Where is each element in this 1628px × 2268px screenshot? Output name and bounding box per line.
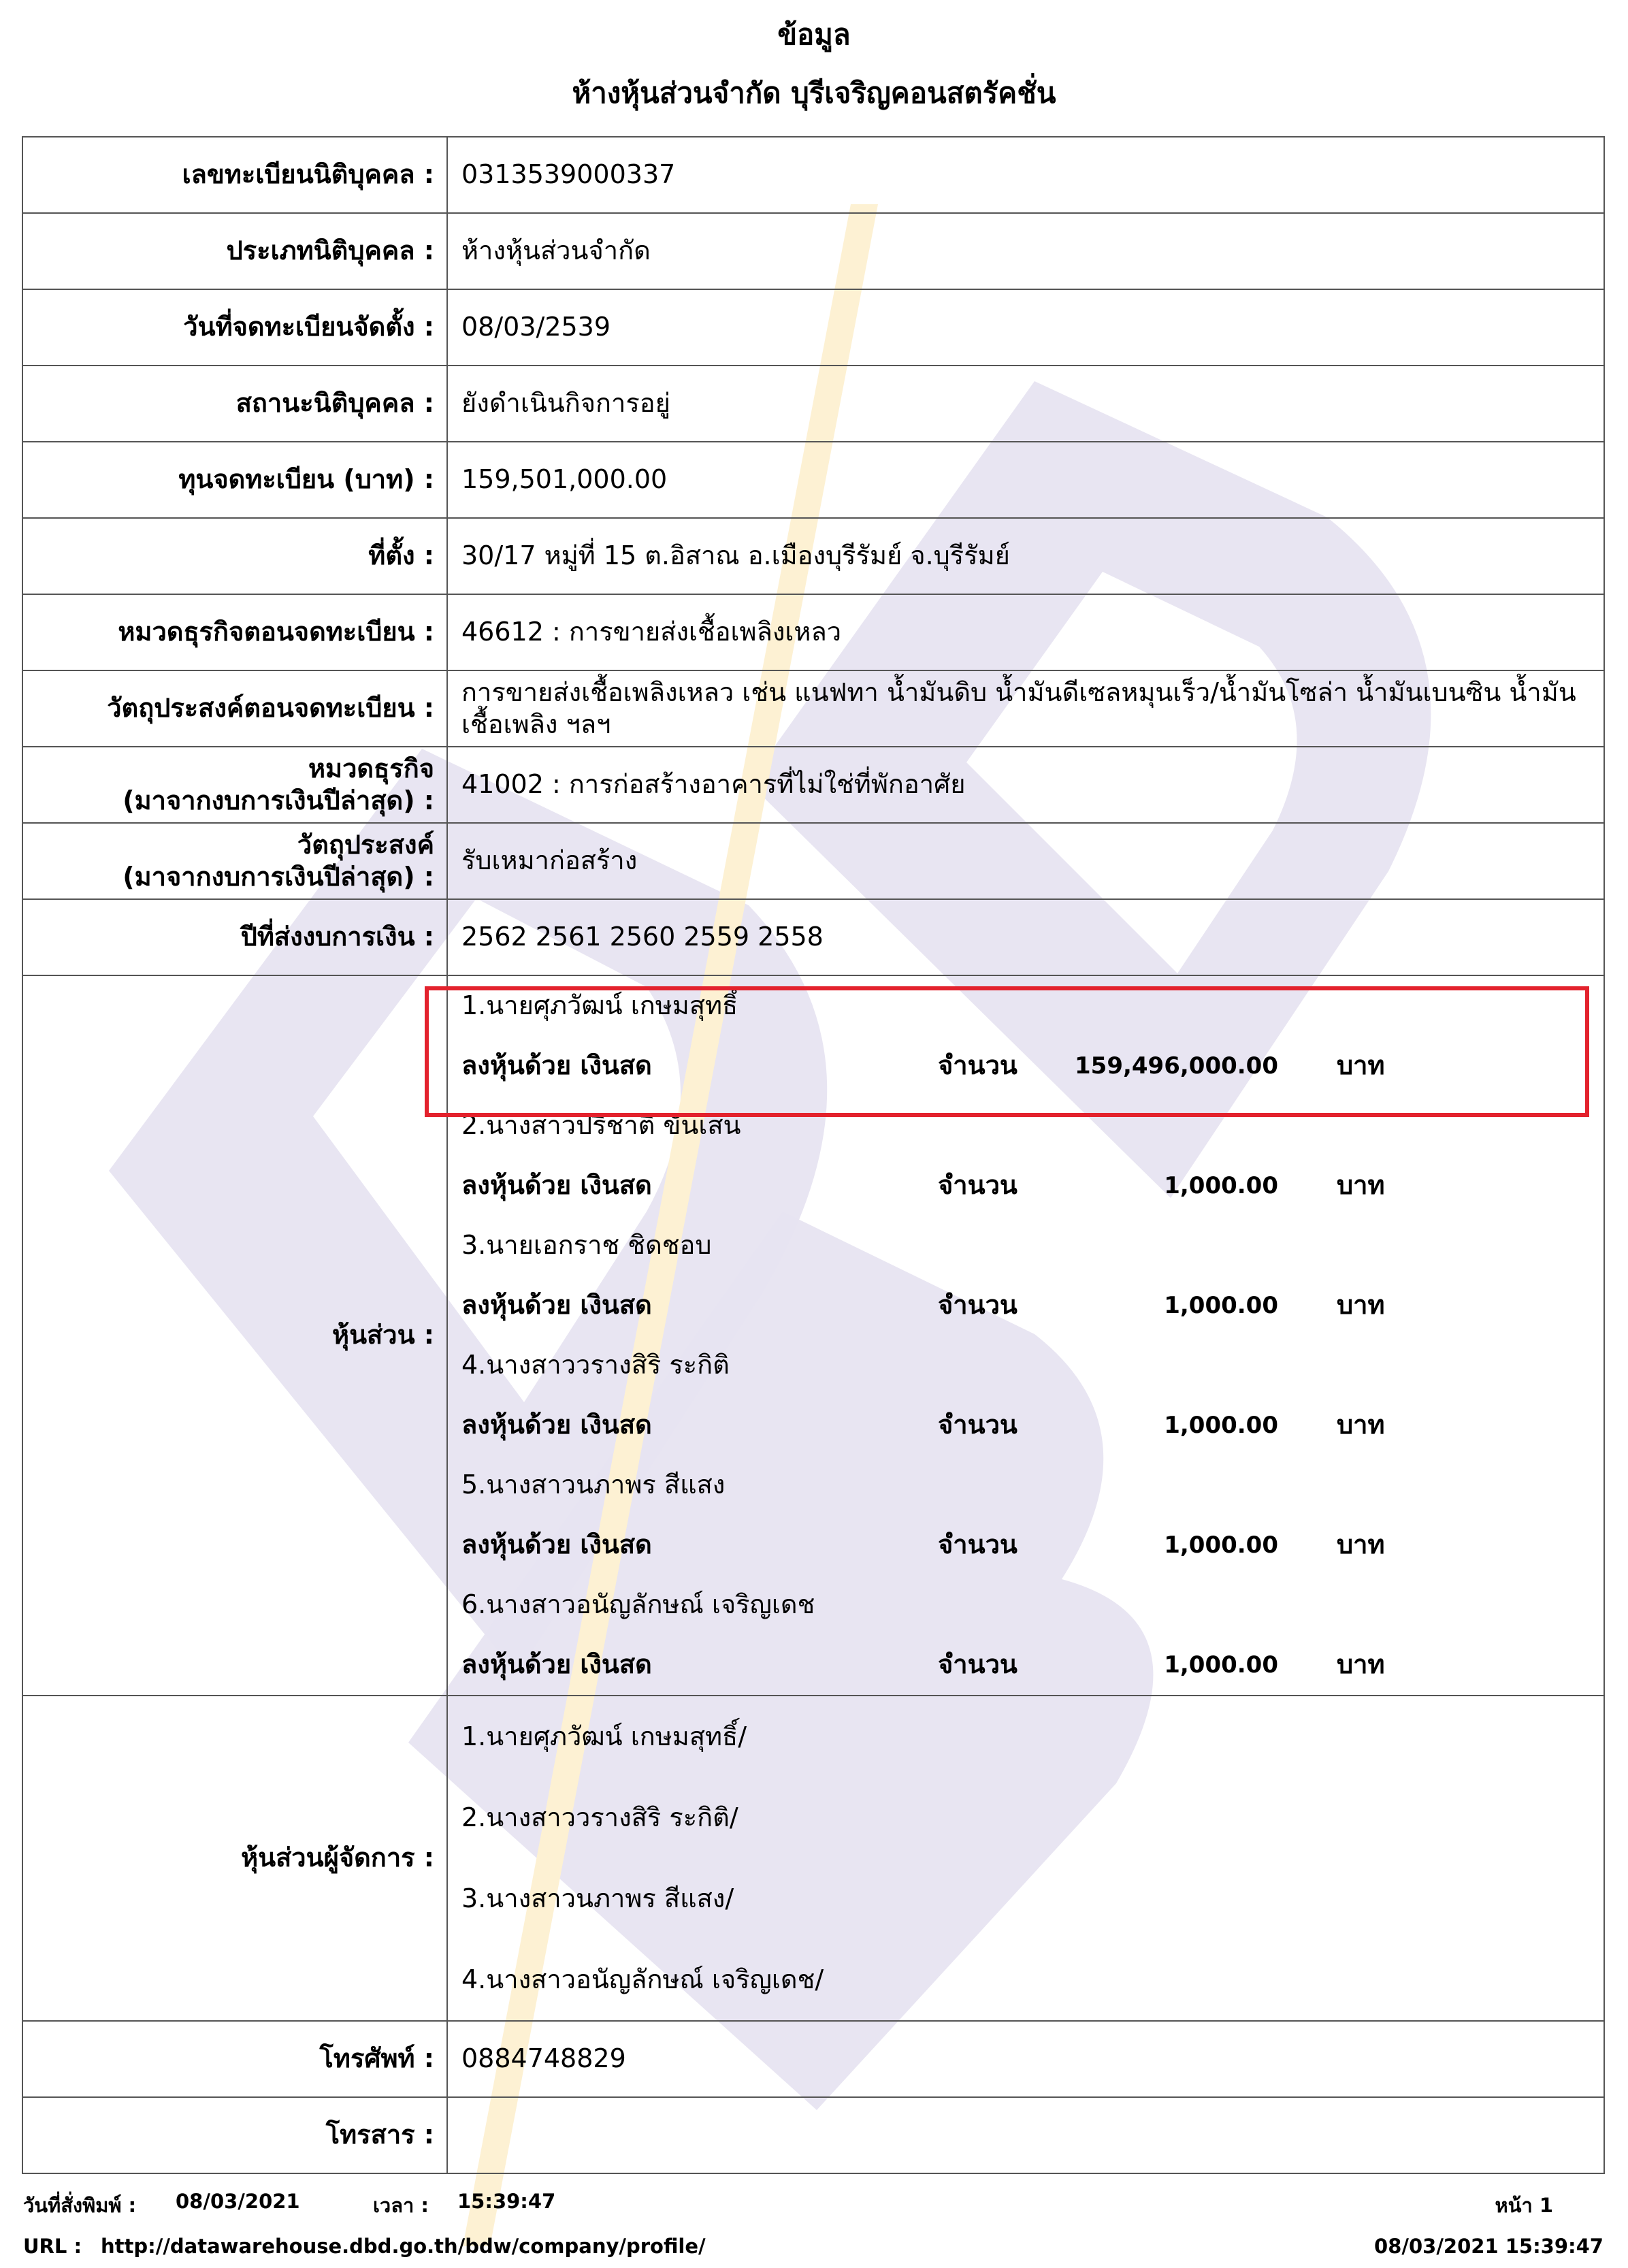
partner-share-line	[461, 1156, 1590, 1216]
share-type-label: ลงหุ้นด้วย เงินสด	[461, 1170, 652, 1201]
share-amount: 1,000.00	[1164, 1291, 1278, 1319]
share-type-label: ลงหุ้นด้วย เงินสด	[461, 1290, 652, 1321]
share-amount: 1,000.00	[1164, 1171, 1278, 1199]
currency-unit: บาท	[1337, 1290, 1385, 1321]
amount-label: จำนวน	[938, 1290, 1018, 1321]
value-financial-statement-years: 2562 2561 2560 2559 2558	[447, 899, 1604, 975]
row-address	[22, 518, 1604, 594]
row-entity-type	[22, 213, 1604, 289]
managing-partner-item: 1.นายศุภวัฒน์ เกษมสุทธิ์/	[461, 1721, 747, 1751]
row-managing-partners	[22, 1696, 1604, 2021]
label-latest-objective	[22, 823, 447, 899]
partner-name: 3.นายเอกราช ชิดชอบ	[461, 1230, 712, 1261]
label-registered-capital: ทุนจดทะเบียน (บาท) :	[22, 442, 447, 518]
amount-label: จำนวน	[938, 1529, 1018, 1560]
partner-name: 1.นายศุภวัฒน์ เกษมสุทธิ์	[461, 990, 738, 1021]
partner-item	[461, 1335, 1590, 1455]
amount-label: จำนวน	[938, 1170, 1018, 1201]
row-status	[22, 366, 1604, 442]
row-latest-objective	[22, 823, 1604, 899]
value-registered-objective: การขายส่งเชื้อเพลิงเหลว เช่น แนฟทา น้ำมันดิบ น้ำมันดีเซลหมุนเร็ว/น้ำมันโซล่า น้ำมันเบนซิน น้ำมันเชื้อเพลิง ฯลฯ	[447, 670, 1604, 747]
row-registered-objective	[22, 670, 1604, 747]
share-amount: 1,000.00	[1164, 1531, 1278, 1559]
label-registration-date: วันที่จดทะเบียนจัดตั้ง :	[22, 289, 447, 366]
value-phone: 0884748829	[447, 2021, 1604, 2097]
share-amount: 159,496,000.00	[1075, 1052, 1278, 1080]
print-timestamp: 08/03/2021 15:39:47	[1374, 2235, 1603, 2258]
row-phone	[22, 2021, 1604, 2097]
managing-partner-item: 2.นางสาววรางสิริ ระกิติ/	[461, 1802, 738, 1832]
page-title: ข้อมูล	[777, 18, 851, 51]
label-line-1: หมวดธุรกิจ	[308, 753, 434, 783]
share-amount: 1,000.00	[1164, 1411, 1278, 1439]
value-latest-business-category: 41002 : การก่อสร้างอาคารที่ไม่ใช่ที่พักอาศัย	[447, 747, 1604, 823]
url-label: URL :	[23, 2235, 82, 2258]
partner-name: 2.นางสาวปริชาติ ขันเสน	[461, 1110, 741, 1141]
value-fax	[447, 2097, 1604, 2173]
label-line-2: (มาจากงบการเงินปีล่าสุด) :	[123, 785, 434, 815]
label-line-1: วัตถุประสงค์	[297, 829, 434, 860]
amount-label: จำนวน	[938, 1410, 1018, 1440]
partner-item	[461, 1216, 1590, 1335]
highlight-box	[425, 986, 1589, 1117]
company-name: ห้างหุ้นส่วนจำกัด บุรีเจริญคอนสตรัคชั่น	[572, 76, 1056, 110]
row-registered-capital	[22, 442, 1604, 518]
value-registered-business-category: 46612 : การขายส่งเชื้อเพลิงเหลว	[447, 594, 1604, 670]
print-date-label: วันที่สั่งพิมพ์ :	[23, 2194, 137, 2217]
label-latest-business-category	[22, 747, 447, 823]
value-status: ยังดำเนินกิจการอยู่	[447, 366, 1604, 442]
value-registration-number: 0313539000337	[447, 137, 1604, 213]
partner-item	[461, 1455, 1590, 1575]
row-registration-number	[22, 137, 1604, 213]
partner-name: 4.นางสาววรางสิริ ระกิติ	[461, 1350, 730, 1380]
partner-item	[461, 1575, 1590, 1695]
managing-partner-item: 3.นางสาวนภาพร สีแสง/	[461, 1883, 734, 1913]
partner-share-line	[461, 1276, 1590, 1335]
label-line-2: (มาจากงบการเงินปีล่าสุด) :	[123, 862, 434, 892]
value-entity-type: ห้างหุ้นส่วนจำกัด	[447, 213, 1604, 289]
currency-unit: บาท	[1337, 1649, 1385, 1680]
share-type-label: ลงหุ้นด้วย เงินสด	[461, 1529, 652, 1560]
share-type-label: ลงหุ้นด้วย เงินสด	[461, 1410, 652, 1440]
managing-partners-list	[447, 1696, 1604, 2021]
print-time-label: เวลา :	[373, 2194, 429, 2217]
partner-share-line	[461, 1515, 1590, 1575]
value-latest-objective: รับเหมาก่อสร้าง	[447, 823, 1604, 899]
print-date: 08/03/2021	[176, 2190, 300, 2213]
share-amount: 1,000.00	[1164, 1651, 1278, 1679]
managing-partner-item: 4.นางสาวอนัญลักษณ์ เจริญเดช/	[461, 1964, 824, 1994]
label-registered-objective: วัตถุประสงค์ตอนจดทะเบียน :	[22, 670, 447, 747]
row-registration-date	[22, 289, 1604, 366]
currency-unit: บาท	[1337, 1050, 1385, 1081]
row-fax	[22, 2097, 1604, 2173]
company-info-table	[22, 136, 1605, 2174]
currency-unit: บาท	[1337, 1410, 1385, 1440]
share-type-label: ลงหุ้นด้วย เงินสด	[461, 1649, 652, 1680]
value-address: 30/17 หมู่ที่ 15 ต.อิสาณ อ.เมืองบุรีรัมย์ จ.บุรีรัมย์	[447, 518, 1604, 594]
row-registered-business-category	[22, 594, 1604, 670]
source-url: http://datawarehouse.dbd.go.th/bdw/company/profile/	[101, 2235, 706, 2258]
share-type-label: ลงหุ้นด้วย เงินสด	[461, 1050, 652, 1081]
partner-name: 5.นางสาวนภาพร สีแสง	[461, 1470, 726, 1500]
print-time: 15:39:47	[457, 2190, 556, 2213]
amount-label: จำนวน	[938, 1050, 1018, 1081]
label-address: ที่ตั้ง :	[22, 518, 447, 594]
currency-unit: บาท	[1337, 1170, 1385, 1201]
label-registration-number: เลขทะเบียนนิติบุคคล :	[22, 137, 447, 213]
label-partners: หุ้นส่วน :	[22, 975, 447, 1696]
label-fax: โทรสาร :	[22, 2097, 447, 2173]
label-entity-type: ประเภทนิติบุคคล :	[22, 213, 447, 289]
label-status: สถานะนิติบุคคล :	[22, 366, 447, 442]
label-managing-partners: หุ้นส่วนผู้จัดการ :	[22, 1696, 447, 2021]
row-latest-business-category	[22, 747, 1604, 823]
partner-name: 6.นางสาวอนัญลักษณ์ เจริญเดช	[461, 1589, 815, 1620]
row-financial-statement-years	[22, 899, 1604, 975]
page-number: หน้า 1	[1495, 2194, 1553, 2217]
value-registered-capital: 159,501,000.00	[447, 442, 1604, 518]
amount-label: จำนวน	[938, 1649, 1018, 1680]
value-registration-date: 08/03/2539	[447, 289, 1604, 366]
partner-share-line	[461, 1635, 1590, 1695]
currency-unit: บาท	[1337, 1529, 1385, 1560]
label-phone: โทรศัพท์ :	[22, 2021, 447, 2097]
label-registered-business-category: หมวดธุรกิจตอนจดทะเบียน :	[22, 594, 447, 670]
partner-share-line	[461, 1395, 1590, 1455]
label-financial-statement-years: ปีที่ส่งงบการเงิน :	[22, 899, 447, 975]
